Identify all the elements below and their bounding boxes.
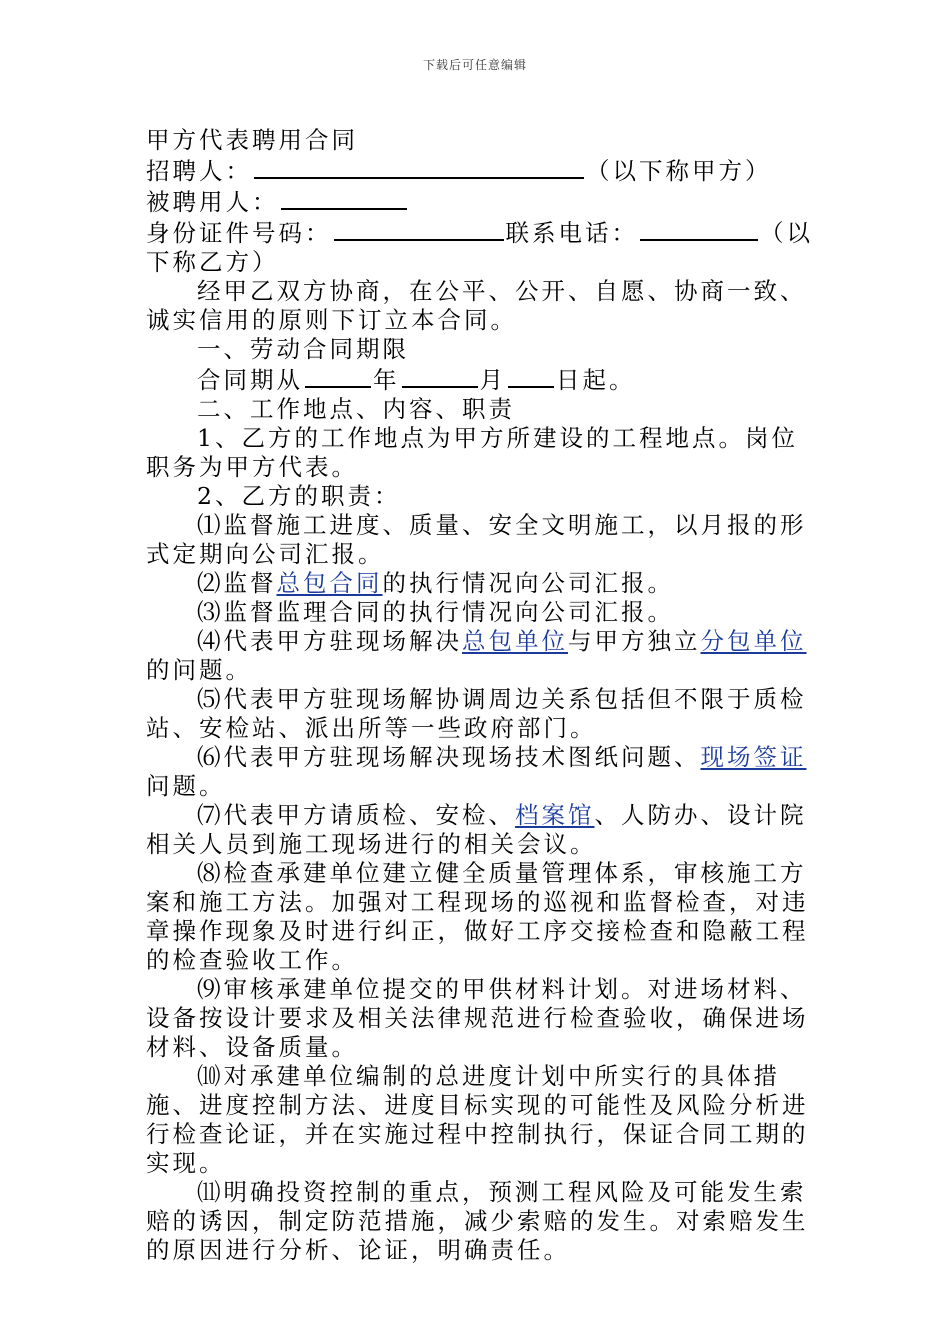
duty-item-7 (146, 801, 814, 859)
section1-heading: 一、劳动合同期限 (197, 335, 409, 363)
recruiter-suffix: （以下称甲方） (586, 157, 772, 185)
month-blank[interactable] (402, 364, 478, 388)
recruiter-line (146, 155, 814, 186)
archives-link[interactable]: 档案馆 (515, 801, 595, 829)
duty-item-1: ⑴监督施工进度、质量、安全文明施工，以月报的形式定期向公司汇报。 (146, 511, 807, 568)
employee-label: 被聘用人： (146, 188, 279, 216)
phone-label: 联系电话： (505, 219, 638, 247)
year-label: 年 (373, 366, 400, 394)
general-contractor-link[interactable]: 总包单位 (462, 627, 568, 655)
duty-item-4-text-b: 与甲方独立 (568, 627, 701, 655)
duty-item-11: ⑾明确投资控制的重点，预测工程风险及可能发生索赔的诱因，制定防范措施，减少索赔的发生。对索赔发生的原因进行分析、论证，明确责任。 (146, 1178, 809, 1264)
duty-item-9: ⑼审核承建单位提交的甲供材料计划。对进场材料、设备按设计要求及相关法律规范进行检查验收，确保进场材料、设备质量。 (146, 975, 809, 1061)
employee-line (146, 186, 814, 217)
general-contract-link[interactable]: 总包合同 (276, 569, 383, 597)
day-label: 日起。 (556, 366, 636, 394)
id-line (146, 217, 814, 277)
duty-item-8: ⑻检查承建单位建立健全质量管理体系，审核施工方案和施工方法。加强对工程现场的巡视和监督检查，对违章操作现象及时进行纠正，做好工序交接检查和隐蔽工程的检查验收工作。 (146, 859, 809, 974)
month-label: 月 (479, 366, 506, 394)
subcontractor-link[interactable]: 分包单位 (700, 627, 807, 655)
site-visa-link[interactable]: 现场签证 (700, 743, 807, 771)
duty-item-2 (146, 569, 814, 598)
header-note: 下载后可任意编辑 (422, 58, 527, 72)
id-number-blank[interactable] (334, 217, 504, 241)
duty-item-4-text-c: 的问题。 (146, 656, 252, 684)
duty-item-6 (146, 743, 814, 801)
phone-blank[interactable] (640, 217, 758, 241)
intro-paragraph: 经甲乙双方协商，在公平、公开、自愿、协商一致、诚实信用的原则下订立本合同。 (146, 277, 807, 334)
duty-item-3: ⑶监督监理合同的执行情况向公司汇报。 (197, 598, 674, 626)
duty-item-2-text-b: 的执行情况向公司汇报。 (382, 569, 674, 597)
duty-item-2-text-a: ⑵监督 (197, 569, 277, 597)
duty-item-6-text-a: ⑹代表甲方驻现场解决现场技术图纸问题、 (197, 743, 701, 771)
duty-item-6-text-b: 问题。 (146, 772, 226, 800)
duty-item-7-text-b: 、人防办、设计院相关人员到施工现场进行的相关会议。 (146, 801, 807, 858)
duty-item-4 (146, 627, 814, 685)
section2-p1: 1、乙方的工作地点为甲方所建设的工程地点。岗位职务为甲方代表。 (146, 424, 798, 481)
employee-blank[interactable] (281, 186, 407, 210)
duty-item-7-text-a: ⑺代表甲方请质检、安检、 (197, 801, 515, 829)
id-label: 身份证件号码： (146, 219, 332, 247)
day-blank[interactable] (508, 364, 554, 388)
period-prefix: 合同期从 (197, 366, 303, 394)
recruiter-label: 招聘人： (146, 157, 252, 185)
contract-period-line (146, 364, 814, 395)
document-title: 甲方代表聘用合同 (146, 126, 358, 154)
section2-heading: 二、工作地点、内容、职责 (197, 395, 515, 423)
duty-item-10: ⑽对承建单位编制的总进度计划中所实行的具体措施、进度控制方法、进度目标实现的可能性及风险分析进行检查论证，并在实施过程中控制执行，保证合同工期的实现。 (146, 1062, 809, 1177)
section2-p2: 2、乙方的职责： (197, 482, 401, 510)
duty-item-4-text-a: ⑷代表甲方驻现场解决 (197, 627, 462, 655)
year-blank[interactable] (305, 364, 371, 388)
duty-item-5: ⑸代表甲方驻现场解协调周边关系包括但不限于质检站、安检站、派出所等一些政府部门。 (146, 685, 807, 742)
contract-document (146, 126, 814, 1265)
recruiter-blank[interactable] (254, 155, 584, 179)
id-suffix: （以下称乙方） (146, 219, 813, 276)
